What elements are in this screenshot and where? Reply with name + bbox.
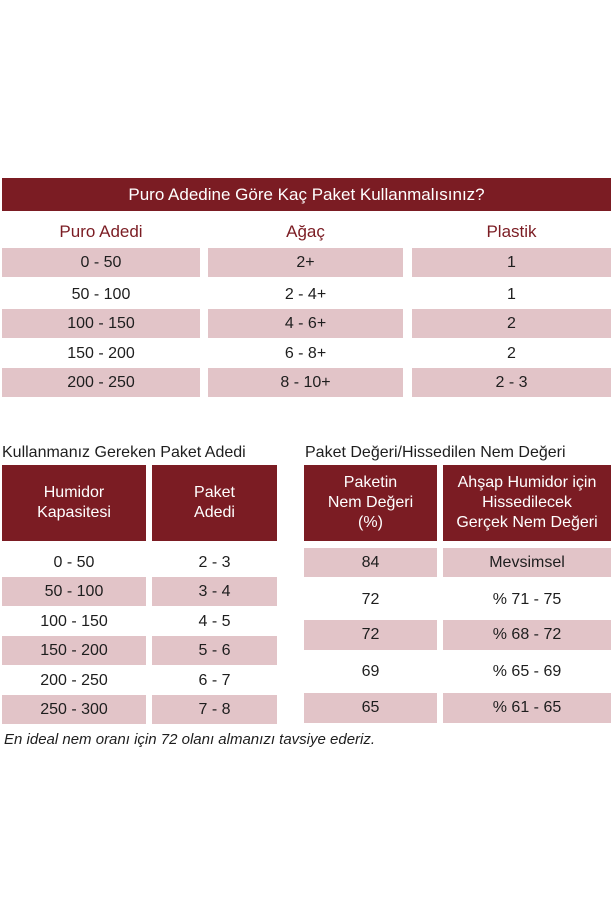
table2-cell: 6 - 7 bbox=[198, 671, 231, 689]
table1-cell: 2 - 4+ bbox=[284, 285, 327, 303]
table3-cell: % 61 - 65 bbox=[443, 693, 611, 723]
table3-cell: 72 bbox=[304, 620, 437, 650]
table2-header-paket-adedi: Paket Adedi bbox=[152, 465, 277, 541]
table2-cell: 2 - 3 bbox=[198, 553, 231, 571]
table1-cell: 2 - 3 bbox=[412, 368, 611, 397]
table2-cell: 100 - 150 bbox=[40, 612, 108, 630]
table3-cell: Mevsimsel bbox=[443, 548, 611, 577]
table3-title: Paket Değeri/Hissedilen Nem Değeri bbox=[305, 444, 566, 461]
table1-cell: 50 - 100 bbox=[71, 285, 131, 303]
table2-cell: 4 - 5 bbox=[198, 612, 231, 630]
table3-cell: % 68 - 72 bbox=[443, 620, 611, 650]
table1-cell: 0 - 50 bbox=[2, 248, 200, 277]
table3-cell: % 65 - 69 bbox=[492, 662, 562, 680]
table1-cell: 100 - 150 bbox=[2, 309, 200, 338]
table1-header-agac: Ağaç bbox=[286, 222, 325, 241]
table1-header-plastik: Plastik bbox=[486, 222, 537, 241]
table2-title: Kullanmanız Gereken Paket Adedi bbox=[2, 444, 246, 461]
table1-cell: 6 - 8+ bbox=[284, 344, 327, 362]
table2-cell: 250 - 300 bbox=[2, 695, 146, 724]
table3-header-hissedilecek-nem: Ahşap Humidor için Hissedilecek Gerçek Nem Değeri bbox=[443, 465, 611, 541]
table2-cell: 0 - 50 bbox=[53, 553, 95, 571]
table2-header-humidor-kapasitesi: Humidor Kapasitesi bbox=[2, 465, 146, 541]
table2-cell: 150 - 200 bbox=[2, 636, 146, 665]
table1-cell: 1 bbox=[412, 248, 611, 277]
table1-title: Puro Adedine Göre Kaç Paket Kullanmalısınız? bbox=[2, 178, 611, 211]
table3-cell: 72 bbox=[361, 590, 380, 608]
table2-cell: 3 - 4 bbox=[152, 577, 277, 606]
table2-cell: 7 - 8 bbox=[152, 695, 277, 724]
table1-cell: 2+ bbox=[208, 248, 403, 277]
table3-cell: 69 bbox=[361, 662, 380, 680]
table2-cell: 200 - 250 bbox=[40, 671, 108, 689]
table1-cell: 8 - 10+ bbox=[208, 368, 403, 397]
table1-cell: 150 - 200 bbox=[67, 344, 135, 362]
table1-cell: 2 bbox=[507, 344, 516, 362]
table2-cell: 50 - 100 bbox=[2, 577, 146, 606]
table1-cell: 4 - 6+ bbox=[208, 309, 403, 338]
table3-cell: 84 bbox=[304, 548, 437, 577]
table3-header-paketin-nem-degeri: Paketin Nem Değeri (%) bbox=[304, 465, 437, 541]
table3-cell: % 71 - 75 bbox=[492, 590, 562, 608]
table3-cell: 65 bbox=[304, 693, 437, 723]
table1-cell: 2 bbox=[412, 309, 611, 338]
table1-header-puro-adedi: Puro Adedi bbox=[59, 222, 143, 241]
table1-cell: 200 - 250 bbox=[2, 368, 200, 397]
table2-cell: 5 - 6 bbox=[152, 636, 277, 665]
footer-note: En ideal nem oranı için 72 olanı almanızı tavsiye ederiz. bbox=[4, 731, 376, 748]
table1-cell: 1 bbox=[507, 285, 516, 303]
